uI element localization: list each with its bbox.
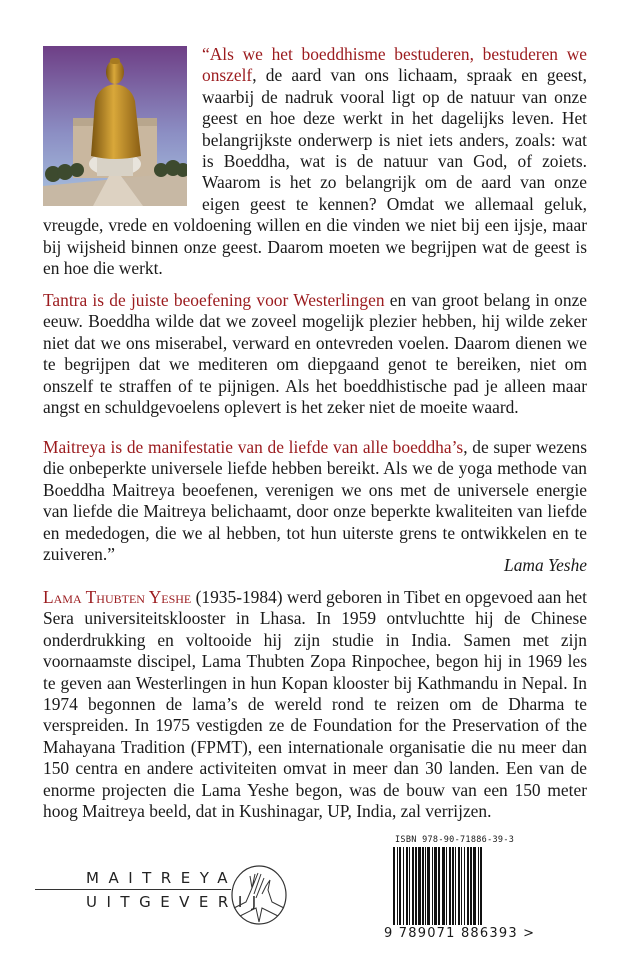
bio-text: (1935-1984) werd geboren in Tibet en opgevoed aan het Sera universiteitsklooster in Lhasa. In 1959 ontvluchtte hij de Chinese onderdrukking en voltooide hij zijn studie in India. Samen met zijn voornaamste discipel, Lama Thubten Zopa Rinpochee, begon hij in 1969 les te geven aan Westerlingen in hun Kopan klooster bij Kathmandu in Nepal. In 1974 begonnen de lama’s de wereld rond te reizen om de Dharma te verspreiden. In 1975 vestigden ze de Foundation for the Preservation of the Mahayana Tradition (FPMT), een internationale organisatie die nu meer dan 150 centra en andere activiteiten omvat in meer dan 30 landen. Een van de enorme projecten die Lama Yeshe begon, was de bouw van een 150 meter hoog Maitreya beeld, dat in Kushinagar, UP, India, zal verrijzen. xyxy=(43,587,587,822)
barcode-bar xyxy=(399,847,401,925)
maitreya-lead: Maitreya is de manifestatie van de liefde van alle boeddha’s xyxy=(43,437,464,457)
maitreya-paragraph xyxy=(43,437,587,565)
barcode-bar xyxy=(397,847,398,925)
intro-text: , de aard van ons lichaam, spraak en geest, waarbij de nadruk vooral ligt op de natuur van onze geest en hoe deze werkt in het dagelijks leven. Het belangrijkste onderwerp is niet iets anders, zoals: wat is Boeddha, wat is de natuur van God, of zoiets. Waarom is het zo belangrijk om de aard van onze eigen geest te kennen? Omdat we allemaal geluk, vreugde, vrede en voldoening willen en die vinden we niet bij een ijsje, maar bij wijsheid binnen onze geest. Daarom moeten we begrijpen wat de geest is en hoe die werkt. xyxy=(43,65,587,279)
publisher-subtitle: UITGEVERIJ xyxy=(86,893,266,911)
tantra-lead: Tantra is de juiste beoefening voor Westerlingen xyxy=(43,290,385,310)
barcode-bar xyxy=(461,847,462,925)
barcode-bar xyxy=(452,847,454,925)
barcode-bar xyxy=(422,847,424,925)
barcode-bar xyxy=(455,847,456,925)
barcode xyxy=(393,847,485,927)
barcode-bar xyxy=(432,847,433,925)
maitreya-text: , de super wezens die onbeperkte universele liefde hebben bereikt. Als we de yoga methode van Boeddha Maitreya beoefenen, verenigen we ons met de universele energie van liefde die Maitreya belichaamt, door onze beperkte kwaliteiten van liefde en mededogen, die we al hebben, tot hun uiterste grens te ontwikkelen en te zuiveren.” xyxy=(43,437,587,565)
intro-paragraph xyxy=(43,44,587,279)
barcode-bar xyxy=(464,847,465,925)
publisher-name: MAITREYA xyxy=(86,869,237,887)
barcode-bar xyxy=(427,847,430,925)
logo-rule xyxy=(35,889,231,890)
barcode-bar xyxy=(470,847,472,925)
barcode-bar xyxy=(473,847,476,925)
barcode-bar xyxy=(418,847,421,925)
barcode-bar xyxy=(446,847,447,925)
barcode-bar xyxy=(449,847,451,925)
maitreya-statue-photo xyxy=(43,46,187,206)
barcode-bar xyxy=(434,847,437,925)
barcode-bar xyxy=(478,847,479,925)
author-name: Lama Thubten Yeshe xyxy=(43,587,192,607)
barcode-bar xyxy=(467,847,469,925)
tantra-paragraph xyxy=(43,290,587,418)
quote-signature: Lama Yeshe xyxy=(504,555,587,575)
author-bio xyxy=(43,587,587,822)
barcode-bar xyxy=(403,847,404,925)
ean-digits: 9 789071 886393 > xyxy=(384,926,536,941)
barcode-bar xyxy=(442,847,445,925)
barcode-bar xyxy=(409,847,410,925)
barcode-bar xyxy=(480,847,482,925)
intro-lead: “Als we het boeddhisme bestuderen, bestuderen we onszelf xyxy=(202,44,587,86)
isbn-text: ISBN 978-90-71886-39-3 xyxy=(395,835,515,845)
barcode-bar xyxy=(412,847,414,925)
barcode-bar xyxy=(393,847,395,925)
praying-hands-icon xyxy=(228,864,290,926)
barcode-bar xyxy=(458,847,460,925)
barcode-bar xyxy=(438,847,440,925)
barcode-bar xyxy=(406,847,408,925)
barcode-bar xyxy=(415,847,417,925)
barcode-bar xyxy=(425,847,426,925)
tantra-text: en van groot belang in onze eeuw. Boeddha wilde dat we zoveel mogelijk plezier hebben, hij wilde zeker niet dat we ons miserabel, verward en ontevreden voelen. Daarom dienen we te begrijpen dat we mediteren om diepgaand genot te bereiken, niet om onszelf te straffen of te pijnigen. Als het boeddhistische pad je alleen maar angst en schuldgevoelens oplevert is het zeker niet de moeite waard. xyxy=(43,290,588,418)
